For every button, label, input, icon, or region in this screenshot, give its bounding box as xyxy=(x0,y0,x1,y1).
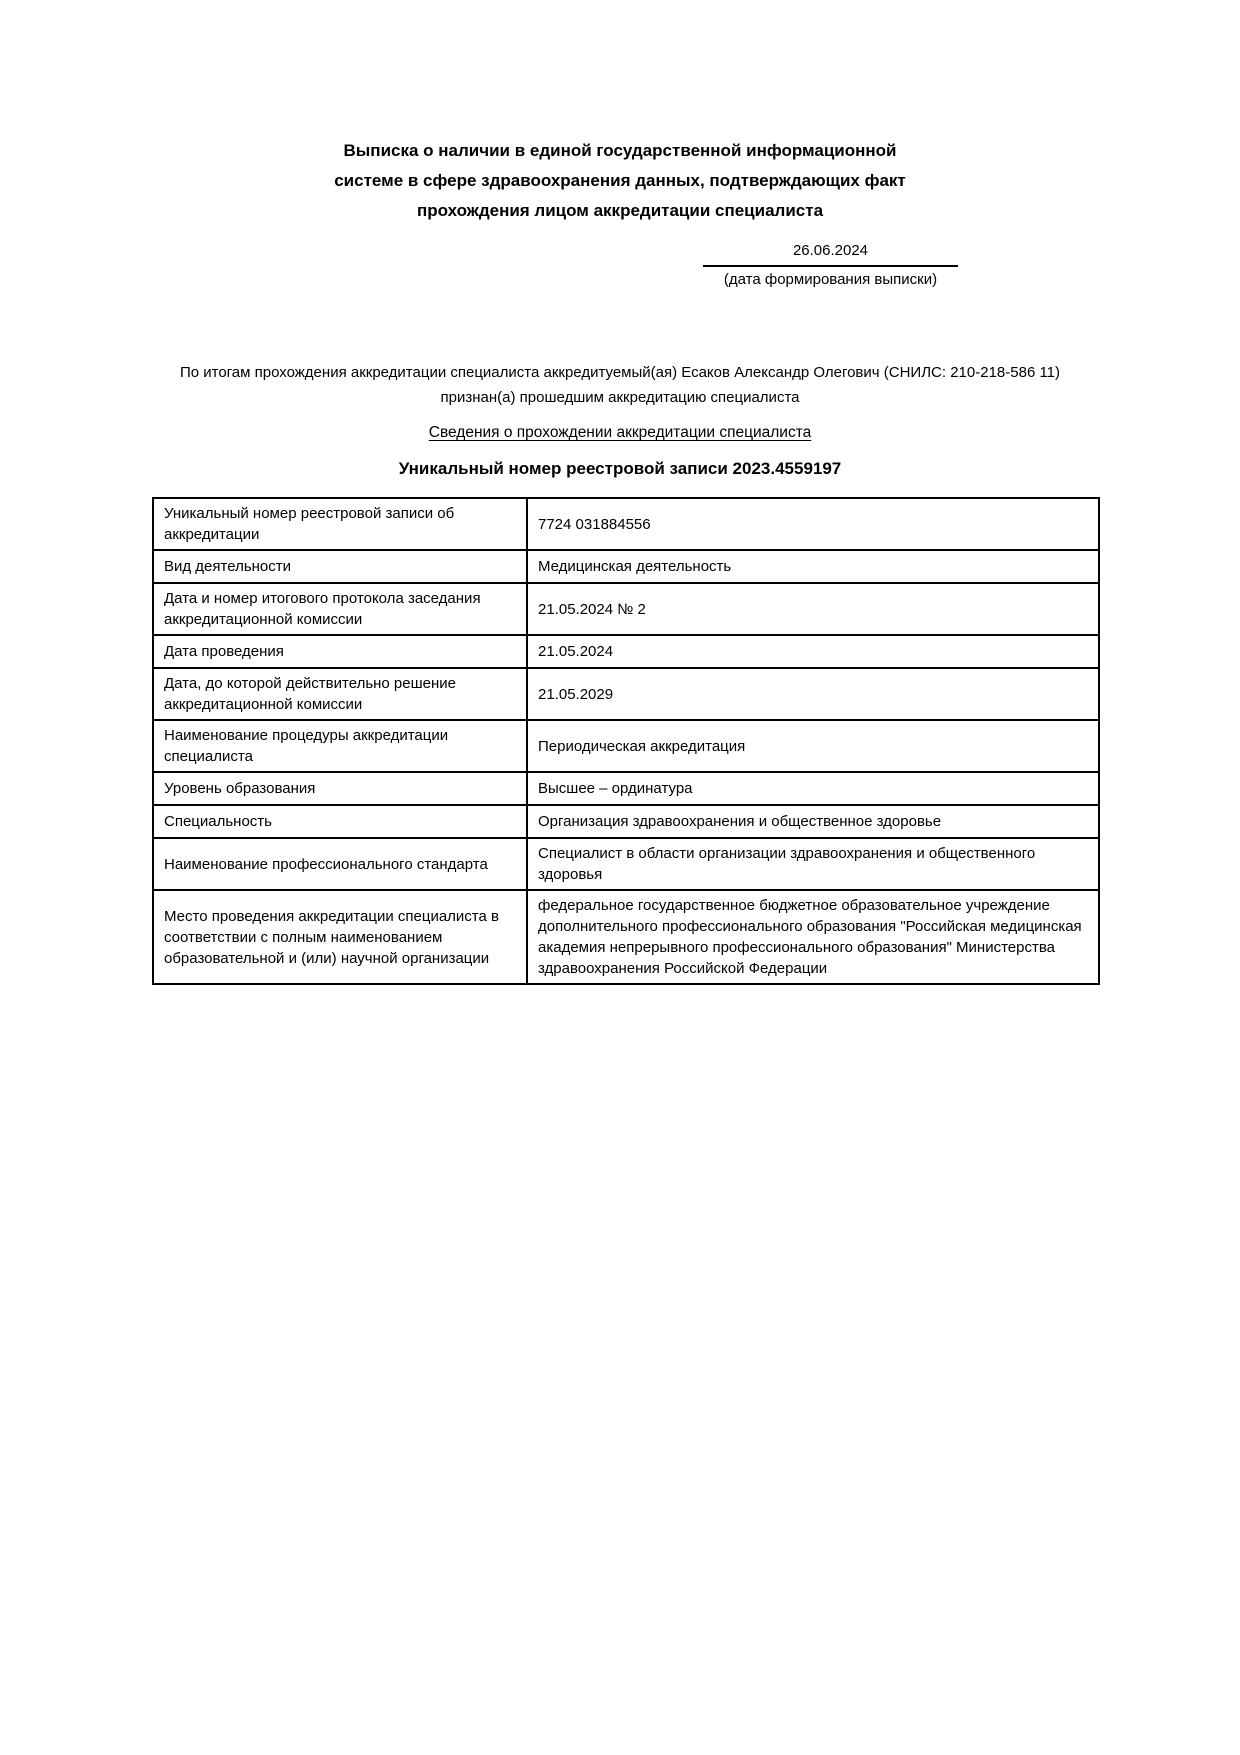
intro-line-2: признан(а) прошедшим аккредитацию специалиста xyxy=(440,389,800,406)
table-row-activity-type xyxy=(153,550,1099,583)
table-row-accreditation-place xyxy=(153,890,1099,984)
row-label: Дата, до которой действительно решение аккредитационной комиссии xyxy=(153,668,527,720)
table-row-date-held xyxy=(153,635,1099,668)
row-label: Уровень образования xyxy=(153,772,527,805)
section-heading: Сведения о прохождении аккредитации специалиста xyxy=(428,424,812,441)
table-row-professional-standard xyxy=(153,838,1099,890)
row-label: Наименование процедуры аккредитации специалиста xyxy=(153,720,527,772)
row-value: 7724 031884556 xyxy=(527,498,1099,550)
intro-line-1: По итогам прохождения аккредитации специалиста аккредитуемый(ая) Есаков Александр Олегович (СНИЛС: 210-218-586 11) xyxy=(179,364,1061,381)
row-value: Специалист в области организации здравоохранения и общественного здоровья xyxy=(527,838,1099,890)
table-row-specialty xyxy=(153,805,1099,838)
table-row-valid-until xyxy=(153,668,1099,720)
row-label: Место проведения аккредитации специалиста в соответствии с полным наименованием образовательной и (или) научной организации xyxy=(153,890,527,984)
table-row-education-level xyxy=(153,772,1099,805)
row-label: Уникальный номер реестровой записи об аккредитации xyxy=(153,498,527,550)
accreditation-table-body xyxy=(153,498,1099,984)
extract-date: 26.06.2024 xyxy=(703,241,958,267)
row-label: Дата проведения xyxy=(153,635,527,668)
accreditation-table xyxy=(152,497,1100,985)
extract-date-caption: (дата формирования выписки) xyxy=(723,271,938,288)
document-title-line-2: системе в сфере здравоохранения данных, подтверждающих факт xyxy=(334,171,906,190)
document-title-line-1: Выписка о наличии в единой государственной информационной xyxy=(343,141,897,160)
row-value: 21.05.2029 xyxy=(527,668,1099,720)
row-value: федеральное государственное бюджетное образовательное учреждение дополнительного профессионального образования "Российская медицинская академия непрерывного профессионального образования" Министерства здравоохранения Российской Федерации xyxy=(527,890,1099,984)
row-value: Медицинская деятельность xyxy=(527,550,1099,583)
registry-number-heading: Уникальный номер реестровой записи 2023.4559197 xyxy=(398,459,842,478)
row-label: Дата и номер итогового протокола заседания аккредитационной комиссии xyxy=(153,583,527,635)
table-row-registry-number xyxy=(153,498,1099,550)
row-label: Вид деятельности xyxy=(153,550,527,583)
row-value: 21.05.2024 xyxy=(527,635,1099,668)
row-value: Организация здравоохранения и общественное здоровье xyxy=(527,805,1099,838)
table-row-procedure-name xyxy=(153,720,1099,772)
document-title-line-3: прохождения лицом аккредитации специалиста xyxy=(416,201,824,220)
intro-paragraph xyxy=(0,360,1240,410)
row-label: Специальность xyxy=(153,805,527,838)
row-value: Периодическая аккредитация xyxy=(527,720,1099,772)
document-title xyxy=(0,136,1240,226)
extract-date-block xyxy=(703,241,958,290)
row-value: 21.05.2024 № 2 xyxy=(527,583,1099,635)
row-label: Наименование профессионального стандарта xyxy=(153,838,527,890)
row-value: Высшее – ординатура xyxy=(527,772,1099,805)
table-row-protocol xyxy=(153,583,1099,635)
